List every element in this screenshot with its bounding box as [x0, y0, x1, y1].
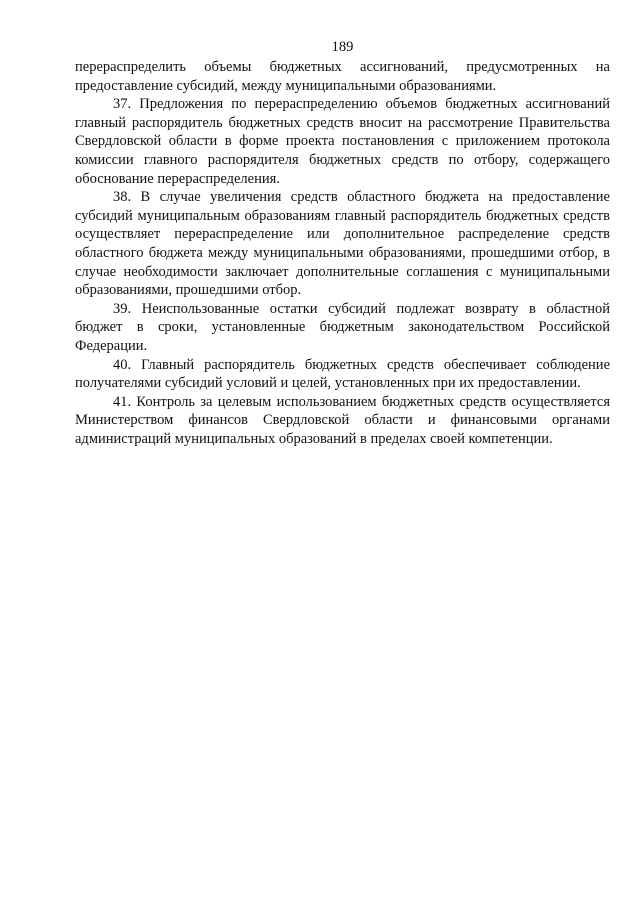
paragraph-37: 37. Предложения по перераспределению объемов бюджетных ассигнований главный распорядитель бюджетных средств вносит на рассмотрение Правительства Свердловской области в форме проекта постановления с приложением протокола комиссии главного распорядителя бюджетных средств по отбору, содержащего обоснование перераспределения.	[75, 96, 610, 187]
paragraph-38: 38. В случае увеличения средств областного бюджета на предоставление субсидий муниципальным образованиям главный распорядитель бюджетных средств осуществляет перераспределение или дополнительное распределение средств областного бюджета между муниципальными образованиями, прошедшими отбор, в случае необходимости заключает дополнительные соглашения с муниципальными образованиями, прошедшими отбор.	[75, 189, 610, 299]
paragraph-41: 41. Контроль за целевым использованием бюджетных средств осуществляется Министерством финансов Свердловской области и финансовыми органами администраций муниципальных образований в пределах своей компетенции.	[75, 393, 610, 447]
paragraph-continuation: перераспределить объемы бюджетных ассигнований, предусмотренных на предоставление субсидий, между муниципальными образованиями.	[75, 59, 610, 94]
paragraph-40: 40. Главный распорядитель бюджетных средств обеспечивает соблюдение получателями субсидий условий и целей, установленных при их предоставлении.	[75, 356, 610, 392]
document-page	[75, 38, 610, 448]
paragraph-39: 39. Неиспользованные остатки субсидий подлежат возврату в областной бюджет в сроки, установленные бюджетным законодательством Российской Федерации.	[75, 300, 610, 354]
page-number: 189	[331, 39, 354, 55]
